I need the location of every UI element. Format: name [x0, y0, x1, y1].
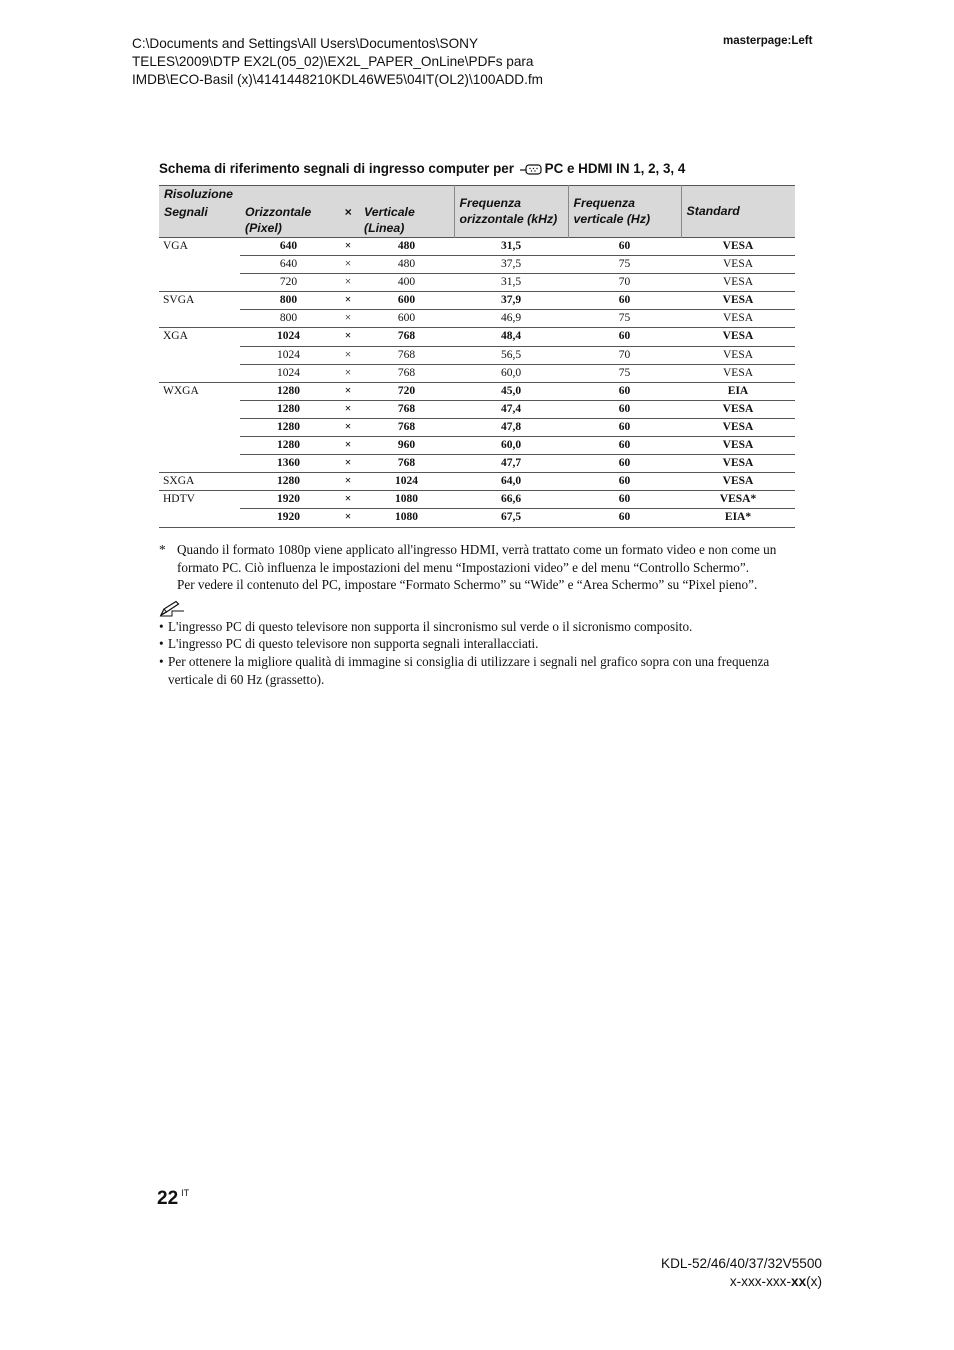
header-orizzontale: Orizzontale (Pixel)	[240, 203, 337, 238]
signal-cell	[159, 437, 240, 455]
times-cell: ×	[337, 473, 359, 491]
table-row	[159, 455, 795, 473]
header-freq-vertical: Frequenza verticale (Hz)	[568, 186, 681, 238]
table-row	[159, 274, 795, 292]
horizontal-pixels-cell: 1024	[240, 364, 337, 382]
horizontal-frequency-cell: 47,8	[454, 418, 568, 436]
times-cell: ×	[337, 491, 359, 509]
vertical-lines-cell: 768	[359, 328, 454, 346]
times-cell: ×	[337, 292, 359, 310]
file-path-line: C:\Documents and Settings\All Users\Documentos\SONY	[132, 36, 479, 51]
times-cell: ×	[337, 328, 359, 346]
table-row	[159, 491, 795, 509]
standard-cell: VESA	[681, 346, 795, 364]
times-cell: ×	[337, 274, 359, 292]
vertical-frequency-cell: 60	[568, 382, 681, 400]
standard-cell: VESA*	[681, 491, 795, 509]
standard-cell: VESA	[681, 256, 795, 274]
signal-cell	[159, 400, 240, 418]
table-row	[159, 418, 795, 436]
vertical-frequency-cell: 60	[568, 473, 681, 491]
vertical-frequency-cell: 60	[568, 509, 681, 527]
vertical-lines-cell: 600	[359, 310, 454, 328]
horizontal-frequency-cell: 60,0	[454, 364, 568, 382]
horizontal-frequency-cell: 66,6	[454, 491, 568, 509]
horizontal-frequency-cell: 60,0	[454, 437, 568, 455]
standard-cell: VESA	[681, 455, 795, 473]
horizontal-frequency-cell: 45,0	[454, 382, 568, 400]
table-title-text-end: PC e HDMI IN 1, 2, 3, 4	[544, 161, 686, 176]
horizontal-pixels-cell: 1360	[240, 455, 337, 473]
signal-cell	[159, 418, 240, 436]
vertical-lines-cell: 1024	[359, 473, 454, 491]
header-risoluzione: Risoluzione	[159, 186, 454, 204]
page-number-value: 22	[157, 1188, 179, 1209]
vertical-frequency-cell: 60	[568, 437, 681, 455]
times-cell: ×	[337, 256, 359, 274]
table-body	[159, 238, 795, 528]
horizontal-frequency-cell: 48,4	[454, 328, 568, 346]
table-row	[159, 473, 795, 491]
standard-cell: EIA	[681, 382, 795, 400]
standard-cell: VESA	[681, 473, 795, 491]
signal-cell	[159, 455, 240, 473]
vertical-lines-cell: 960	[359, 437, 454, 455]
standard-cell: VESA	[681, 292, 795, 310]
table-row	[159, 346, 795, 364]
vertical-lines-cell: 768	[359, 418, 454, 436]
horizontal-pixels-cell: 1280	[240, 437, 337, 455]
standard-cell: VESA	[681, 328, 795, 346]
vertical-lines-cell: 600	[359, 292, 454, 310]
signal-cell	[159, 274, 240, 292]
standard-cell: VESA	[681, 274, 795, 292]
signal-cell	[159, 364, 240, 382]
standard-cell: VESA	[681, 238, 795, 256]
horizontal-pixels-cell: 640	[240, 256, 337, 274]
signal-cell	[159, 346, 240, 364]
vertical-frequency-cell: 75	[568, 256, 681, 274]
standard-cell: EIA*	[681, 509, 795, 527]
signal-cell	[159, 310, 240, 328]
file-path-line: TELES\2009\DTP EX2L(05_02)\EX2L_PAPER_OnLine\PDFs para	[132, 54, 534, 69]
table-row	[159, 238, 795, 256]
vertical-lines-cell: 400	[359, 274, 454, 292]
vertical-lines-cell: 720	[359, 382, 454, 400]
file-path	[132, 35, 652, 89]
notes-list	[159, 618, 795, 688]
vertical-frequency-cell: 60	[568, 418, 681, 436]
signal-cell: WXGA	[159, 382, 240, 400]
horizontal-pixels-cell: 800	[240, 310, 337, 328]
standard-cell: VESA	[681, 437, 795, 455]
horizontal-frequency-cell: 37,5	[454, 256, 568, 274]
times-cell: ×	[337, 509, 359, 527]
page-number	[157, 1188, 189, 1210]
vertical-frequency-cell: 70	[568, 346, 681, 364]
vertical-lines-cell: 1080	[359, 491, 454, 509]
table-row	[159, 310, 795, 328]
horizontal-frequency-cell: 46,9	[454, 310, 568, 328]
standard-cell: VESA	[681, 364, 795, 382]
vertical-frequency-cell: 60	[568, 400, 681, 418]
table-title	[159, 161, 685, 178]
list-item: • L'ingresso PC di questo televisore non supporta segnali interallacciati.	[159, 636, 539, 652]
vertical-lines-cell: 768	[359, 364, 454, 382]
horizontal-pixels-cell: 1920	[240, 509, 337, 527]
horizontal-pixels-cell: 800	[240, 292, 337, 310]
horizontal-pixels-cell: 720	[240, 274, 337, 292]
times-cell: ×	[337, 400, 359, 418]
horizontal-frequency-cell: 67,5	[454, 509, 568, 527]
table-row	[159, 400, 795, 418]
horizontal-pixels-cell: 1280	[240, 400, 337, 418]
vertical-lines-cell: 768	[359, 455, 454, 473]
pc-input-icon	[520, 163, 544, 178]
horizontal-frequency-cell: 31,5	[454, 274, 568, 292]
times-cell: ×	[337, 437, 359, 455]
vertical-frequency-cell: 60	[568, 491, 681, 509]
vertical-lines-cell: 768	[359, 346, 454, 364]
table-row	[159, 509, 795, 527]
times-cell: ×	[337, 346, 359, 364]
signal-reference-table	[159, 185, 795, 528]
table-row	[159, 256, 795, 274]
footnote-marker: *	[159, 542, 166, 557]
footnote-paragraph: Quando il formato 1080p viene applicato all'ingresso HDMI, verrà trattato come un formato video e non come un formato PC. Ciò influenza le impostazioni del menu “Impostazioni video” e del menu “Controllo Schermo”.	[177, 542, 777, 575]
pencil-note-icon	[159, 600, 795, 618]
times-cell: ×	[337, 382, 359, 400]
signal-cell: SVGA	[159, 292, 240, 310]
vertical-frequency-cell: 60	[568, 455, 681, 473]
signal-cell: HDTV	[159, 491, 240, 509]
header-verticale: Verticale (Linea)	[359, 203, 454, 238]
horizontal-frequency-cell: 47,4	[454, 400, 568, 418]
horizontal-pixels-cell: 1280	[240, 418, 337, 436]
vertical-frequency-cell: 70	[568, 274, 681, 292]
table-title-text: Schema di riferimento segnali di ingresso computer per	[159, 161, 518, 176]
vertical-frequency-cell: 60	[568, 238, 681, 256]
horizontal-frequency-cell: 56,5	[454, 346, 568, 364]
footnote	[159, 541, 795, 594]
signal-cell: VGA	[159, 238, 240, 256]
document-code: x-xxx-xxx-xx(x)	[729, 1274, 822, 1289]
vertical-lines-cell: 480	[359, 238, 454, 256]
horizontal-frequency-cell: 37,9	[454, 292, 568, 310]
table-row	[159, 364, 795, 382]
standard-cell: VESA	[681, 418, 795, 436]
table-row	[159, 382, 795, 400]
times-cell: ×	[337, 364, 359, 382]
table-row	[159, 292, 795, 310]
masterpage-label: masterpage:Left	[723, 35, 813, 47]
signal-cell: SXGA	[159, 473, 240, 491]
standard-cell: VESA	[681, 400, 795, 418]
notes-section	[159, 541, 795, 688]
times-cell: ×	[337, 310, 359, 328]
horizontal-pixels-cell: 1920	[240, 491, 337, 509]
header-freq-horizontal: Frequenza orizzontale (kHz)	[454, 186, 568, 238]
vertical-lines-cell: 768	[359, 400, 454, 418]
standard-cell: VESA	[681, 310, 795, 328]
vertical-lines-cell: 480	[359, 256, 454, 274]
times-cell: ×	[337, 418, 359, 436]
times-cell: ×	[337, 455, 359, 473]
horizontal-pixels-cell: 1024	[240, 346, 337, 364]
model-number: KDL-52/46/40/37/32V5500	[661, 1256, 822, 1271]
vertical-lines-cell: 1080	[359, 509, 454, 527]
language-code: IT	[181, 1188, 190, 1198]
times-cell: ×	[337, 238, 359, 256]
vertical-frequency-cell: 60	[568, 328, 681, 346]
model-info	[661, 1255, 822, 1291]
signal-cell: XGA	[159, 328, 240, 346]
list-item: • L'ingresso PC di questo televisore non supporta il sincronismo sul verde o il sicronismo composito.	[159, 618, 693, 634]
horizontal-pixels-cell: 1280	[240, 473, 337, 491]
header-times: ×	[337, 203, 359, 238]
footnote-paragraph: Per vedere il contenuto del PC, impostare “Formato Schermo” su “Wide” e “Area Schermo” su “Pixel pieno”.	[177, 577, 758, 593]
horizontal-pixels-cell: 1024	[240, 328, 337, 346]
horizontal-frequency-cell: 64,0	[454, 473, 568, 491]
vertical-frequency-cell: 60	[568, 292, 681, 310]
signal-cell	[159, 256, 240, 274]
vertical-frequency-cell: 75	[568, 364, 681, 382]
table-row	[159, 328, 795, 346]
file-path-line: IMDB\ECO-Basil (x)\4141448210KDL46WE5\04IT(OL2)\100ADD.fm	[132, 72, 543, 87]
header-segnali: Segnali	[159, 203, 240, 238]
horizontal-frequency-cell: 31,5	[454, 238, 568, 256]
header-standard: Standard	[681, 186, 795, 238]
list-item: • Per ottenere la migliore qualità di immagine si consiglia di utilizzare i segnali nel grafico sopra con una frequenza verticale di 60 Hz (grassetto).	[159, 653, 770, 687]
horizontal-pixels-cell: 1280	[240, 382, 337, 400]
horizontal-frequency-cell: 47,7	[454, 455, 568, 473]
horizontal-pixels-cell: 640	[240, 238, 337, 256]
table-row	[159, 437, 795, 455]
signal-cell	[159, 509, 240, 527]
vertical-frequency-cell: 75	[568, 310, 681, 328]
